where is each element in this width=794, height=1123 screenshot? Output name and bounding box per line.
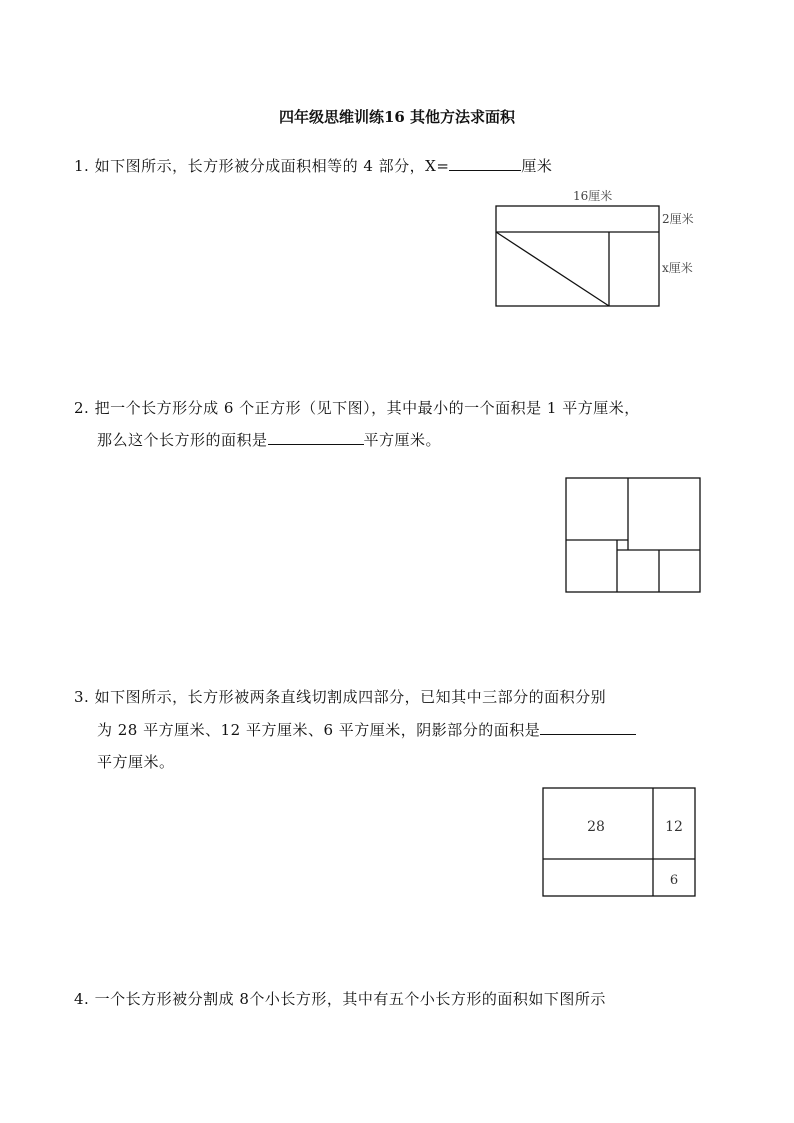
question-2-line-2 xyxy=(97,429,441,450)
label-2cm: 2厘米 xyxy=(662,212,694,226)
question-1 xyxy=(74,155,552,176)
area-label-12: 12 xyxy=(665,819,683,835)
question-1-text: 1. 如下图所示，长方形被分成面积相等的 4 部分，X= xyxy=(74,157,450,175)
label-x-cm: x厘米 xyxy=(662,261,693,275)
answer-blank-3[interactable] xyxy=(540,720,636,735)
page-title: 四年级思维训练16 其他方法求面积 xyxy=(278,108,516,126)
question-3-line-1: 3. 如下图所示，长方形被两条直线切割成四部分，已知其中三部分的面积分别 xyxy=(74,688,607,706)
question-2-figure xyxy=(562,474,704,596)
question-3-line-2 xyxy=(97,719,636,740)
label-16cm: 16厘米 xyxy=(573,189,613,203)
area-label-6: 6 xyxy=(669,873,679,888)
diagonal-line xyxy=(496,232,609,306)
question-3-figure xyxy=(539,784,701,900)
question-2-text: 那么这个长方形的面积是 xyxy=(97,431,268,449)
answer-blank-2[interactable] xyxy=(268,430,364,445)
question-3-text: 为 28 平方厘米、12 平方厘米、6 平方厘米，阴影部分的面积是 xyxy=(97,721,541,739)
outer-rectangle xyxy=(496,206,659,306)
outer-rectangle xyxy=(566,478,700,592)
area-label-28: 28 xyxy=(587,819,605,835)
question-1-unit: 厘米 xyxy=(521,157,553,175)
question-2-unit: 平方厘米。 xyxy=(363,431,442,449)
question-1-figure xyxy=(490,186,710,312)
question-2-line-1: 2. 把一个长方形分成 6 个正方形（见下图），其中最小的一个面积是 1 平方厘米， xyxy=(74,399,640,417)
question-4-line-1: 4. 一个长方形被分割成 8个小长方形，其中有五个小长方形的面积如下图所示 xyxy=(74,990,606,1008)
answer-blank-1[interactable] xyxy=(449,156,521,171)
question-3-line-3: 平方厘米。 xyxy=(97,753,175,771)
